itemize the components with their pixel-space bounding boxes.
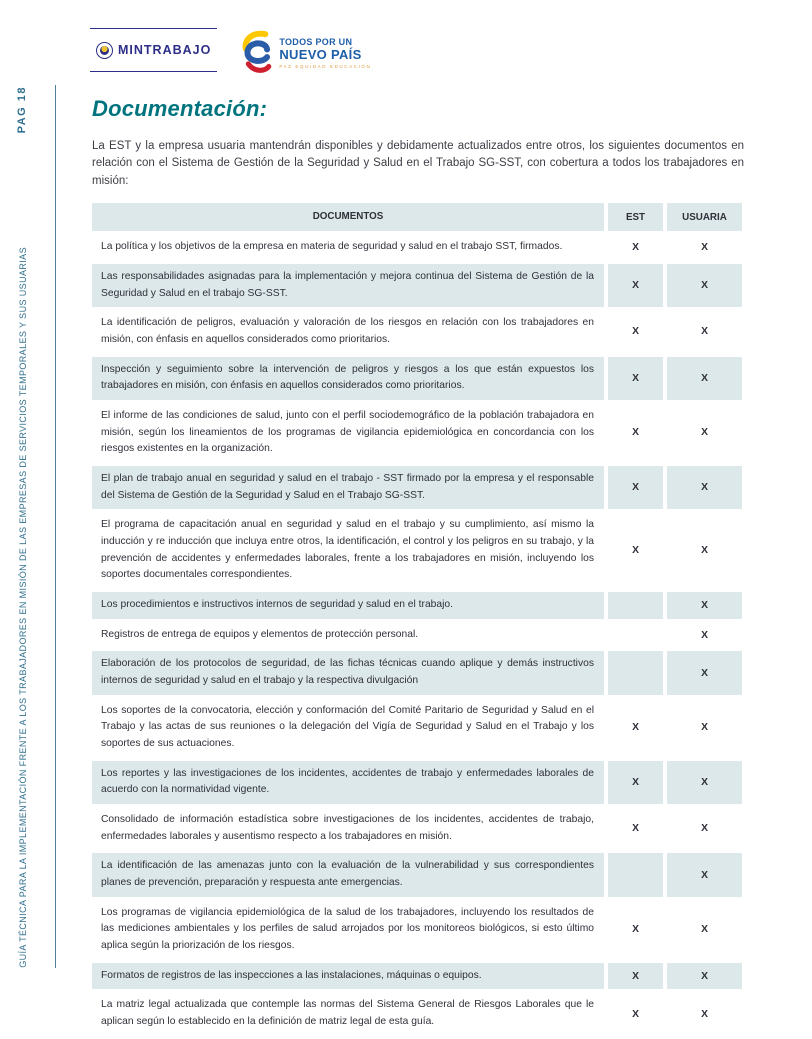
usuaria-mark: X — [701, 427, 708, 439]
est-mark: X — [632, 326, 639, 338]
est-mark-cell — [608, 310, 663, 353]
est-mark-cell — [608, 761, 663, 804]
document-description: Los procedimientos e instructivos internos de seguridad y salud en el trabajo. — [92, 592, 604, 619]
nuevo-pais-logo — [239, 28, 371, 76]
usuaria-mark: X — [701, 280, 708, 292]
documents-table — [92, 203, 742, 1035]
est-mark: X — [632, 280, 639, 292]
header-logos — [90, 28, 371, 76]
document-description: Inspección y seguimiento sobre la intervención de peligros y riesgos a los que están expuestos los trabajadores en misión, con énfasis en aquellos considerados como prioritarios. — [92, 357, 604, 400]
usuaria-mark-cell — [667, 900, 742, 960]
table-row — [92, 761, 742, 804]
table-row — [92, 963, 742, 990]
est-mark: X — [632, 482, 639, 494]
est-mark-cell — [608, 357, 663, 400]
usuaria-mark-cell — [667, 357, 742, 400]
usuaria-mark-cell — [667, 622, 742, 649]
document-description: El plan de trabajo anual en seguridad y salud en el trabajo - SST firmado por la empresa y el responsable del Sistema de Gestión de la Seguridad y Salud en el Trabajo SG-SST. — [92, 466, 604, 509]
usuaria-mark-cell — [667, 698, 742, 758]
est-mark: X — [632, 1008, 639, 1020]
document-description: Formatos de registros de las inspecciones a las instalaciones, máquinas o equipos. — [92, 963, 604, 990]
table-row — [92, 403, 742, 463]
usuaria-mark-cell — [667, 234, 742, 261]
est-mark-cell — [608, 403, 663, 463]
nuevo-pais-text — [279, 28, 371, 69]
nuevo-pais-line2: NUEVO PAÍS — [279, 47, 362, 62]
document-description: La identificación de las amenazas junto con la evaluación de la vulnerabilidad y sus correspondientes planes de prevención, preparación y respuesta ante emergencias. — [92, 853, 604, 896]
usuaria-mark-cell — [667, 512, 742, 589]
est-mark: X — [632, 776, 639, 788]
document-description: El informe de las condiciones de salud, junto con el perfil sociodemográfico de la población trabajadora en misión, según los lineamientos de los programas de vigilancia epidemiológica en concordancia con los riesgos existentes en la organización. — [101, 409, 594, 455]
usuaria-mark-cell — [667, 403, 742, 463]
document-description: Los soportes de la convocatoria, elección y conformación del Comité Paritario de Seguridad y Salud en el Trabajo y las actas de sus reuniones o la delegación del Vigía de Seguridad y Salud en el Trabajo y los soportes de sus actuaciones. — [101, 704, 594, 750]
usuaria-mark-cell — [667, 651, 742, 694]
nuevo-pais-tagline: PAZ EQUIDAD EDUCACIÓN — [279, 64, 372, 69]
est-mark: X — [632, 545, 639, 557]
table-row — [92, 357, 742, 400]
document-description: Las responsabilidades asignadas para la implementación y mejora continua del Sistema de Gestión de la Seguridad y Salud en el trabajo SG-SST. — [92, 264, 604, 307]
document-description: Elaboración de los protocolos de seguridad, de las fichas técnicas cuando aplique y demás instructivos internos de seguridad y salud en el trabajo y la respectiva divulgación — [92, 651, 604, 694]
page-number-vertical: PAG 18 — [16, 86, 28, 134]
usuaria-mark: X — [701, 776, 708, 788]
usuaria-mark: X — [701, 823, 708, 835]
est-mark-cell — [608, 466, 663, 509]
page-title: Documentación: — [92, 96, 268, 121]
usuaria-mark: X — [701, 599, 708, 611]
usuaria-mark: X — [701, 242, 708, 254]
usuaria-mark: X — [701, 372, 708, 384]
usuaria-mark: X — [701, 482, 708, 494]
usuaria-mark: X — [701, 924, 708, 936]
usuaria-mark: X — [701, 326, 708, 338]
est-mark-cell — [608, 807, 663, 850]
table-row — [92, 264, 742, 307]
est-mark: X — [632, 924, 639, 936]
est-mark-cell — [608, 853, 663, 896]
est-mark-cell — [608, 963, 663, 990]
est-mark-cell — [608, 622, 663, 649]
mintrabajo-logo — [90, 28, 217, 72]
table-row — [92, 900, 742, 960]
table-row — [92, 622, 742, 649]
usuaria-mark-cell — [667, 466, 742, 509]
usuaria-mark-cell — [667, 592, 742, 619]
header-usuaria: USUARIA — [667, 203, 742, 231]
guide-title-vertical: GUÍA TÉCNICA PARA LA IMPLEMENTACIÓN FRENTE A LOS TRABAJADORES EN MISIÓN DE LAS EMPRESAS DE SERVICIOS TEMPORALES Y SUS USUARIAS — [18, 247, 28, 968]
table-row — [92, 992, 742, 1035]
usuaria-mark: X — [701, 629, 708, 641]
est-mark-cell — [608, 698, 663, 758]
usuaria-mark: X — [701, 869, 708, 881]
usuaria-mark-cell — [667, 992, 742, 1035]
usuaria-mark: X — [701, 545, 708, 557]
table-row — [92, 234, 742, 261]
est-mark: X — [632, 242, 639, 254]
header-documentos: DOCUMENTOS — [92, 203, 604, 231]
usuaria-mark-cell — [667, 310, 742, 353]
usuaria-mark: X — [701, 667, 708, 679]
usuaria-mark: X — [701, 970, 708, 982]
table-row — [92, 651, 742, 694]
usuaria-mark-cell — [667, 761, 742, 804]
usuaria-mark-cell — [667, 853, 742, 896]
document-description: Los reportes y las investigaciones de los incidentes, accidentes de trabajo y enfermedades laborales de acuerdo con la normatividad vigente. — [92, 761, 604, 804]
table-row — [92, 592, 742, 619]
mintrabajo-label: MINTRABAJO — [118, 43, 212, 57]
est-mark: X — [632, 823, 639, 835]
document-description: El programa de capacitación anual en seguridad y salud en el trabajo y su cumplimiento, así mismo la inducción y re inducción que incluya entre otros, la identificación, el control y los peligros en su trabajo, y la prevención de accidentes y enfermedades laborales, frente a los trabajadores en misión, incluyendo los soportes documentales correspondientes. — [101, 519, 594, 581]
table-row — [92, 310, 742, 353]
est-mark-cell — [608, 264, 663, 307]
table-row — [92, 466, 742, 509]
documents-table-body — [92, 234, 742, 1036]
nuevo-pais-line1: TODOS POR UN — [279, 37, 353, 47]
est-mark-cell — [608, 592, 663, 619]
usuaria-mark-cell — [667, 264, 742, 307]
table-row — [92, 698, 742, 758]
est-mark: X — [632, 722, 639, 734]
table-row — [92, 512, 742, 589]
usuaria-mark-cell — [667, 963, 742, 990]
est-mark: X — [632, 427, 639, 439]
est-mark-cell — [608, 992, 663, 1035]
est-mark-cell — [608, 651, 663, 694]
usuaria-mark: X — [701, 722, 708, 734]
document-description: La política y los objetivos de la empresa en materia de seguridad y salud en el trabajo SST, firmados. — [101, 241, 563, 253]
document-description: Los programas de vigilancia epidemiológica de la salud de los trabajadores, incluyendo los resultados de las mediciones ambientales y los perfiles de salud arrojados por los monitoreos biológicos, si esto último aplica según la priorización de los riesgos. — [101, 906, 594, 952]
usuaria-mark-cell — [667, 807, 742, 850]
table-row — [92, 853, 742, 896]
intro-paragraph: La EST y la empresa usuaria mantendrán disponibles y debidamente actualizados entre otros, los siguientes documentos en relación con el Sistema de Gestión de la Seguridad y Salud en el Trabajo SG-SST, con cobertura a todos los trabajadores en misión: — [92, 140, 744, 187]
est-mark-cell — [608, 900, 663, 960]
header-est: EST — [608, 203, 663, 231]
est-mark: X — [632, 970, 639, 982]
mintrabajo-emblem-icon — [96, 42, 113, 59]
nuevo-pais-swoosh-icon — [239, 28, 273, 76]
sidebar-divider-line — [55, 85, 56, 968]
document-description: Registros de entrega de equipos y elementos de protección personal. — [101, 628, 419, 640]
table-header-row — [92, 203, 742, 231]
table-row — [92, 807, 742, 850]
document-description: La matriz legal actualizada que contemple las normas del Sistema General de Riesgos Laborales que le aplican según lo establecido en la definición de matriz legal de esta guía. — [101, 999, 594, 1028]
document-description: La identificación de peligros, evaluación y valoración de los riesgos en relación con los trabajadores en misión, con énfasis en aquellos considerados como prioritarios. — [101, 317, 594, 345]
est-mark-cell — [608, 234, 663, 261]
document-description: Consolidado de información estadística sobre investigaciones de los incidentes, accidentes de trabajo, enfermedades laborales y ausentismo respecto a los trabajadores en misión. — [101, 814, 594, 842]
main-content — [92, 96, 746, 1039]
usuaria-mark: X — [701, 1008, 708, 1020]
est-mark: X — [632, 372, 639, 384]
est-mark-cell — [608, 512, 663, 589]
